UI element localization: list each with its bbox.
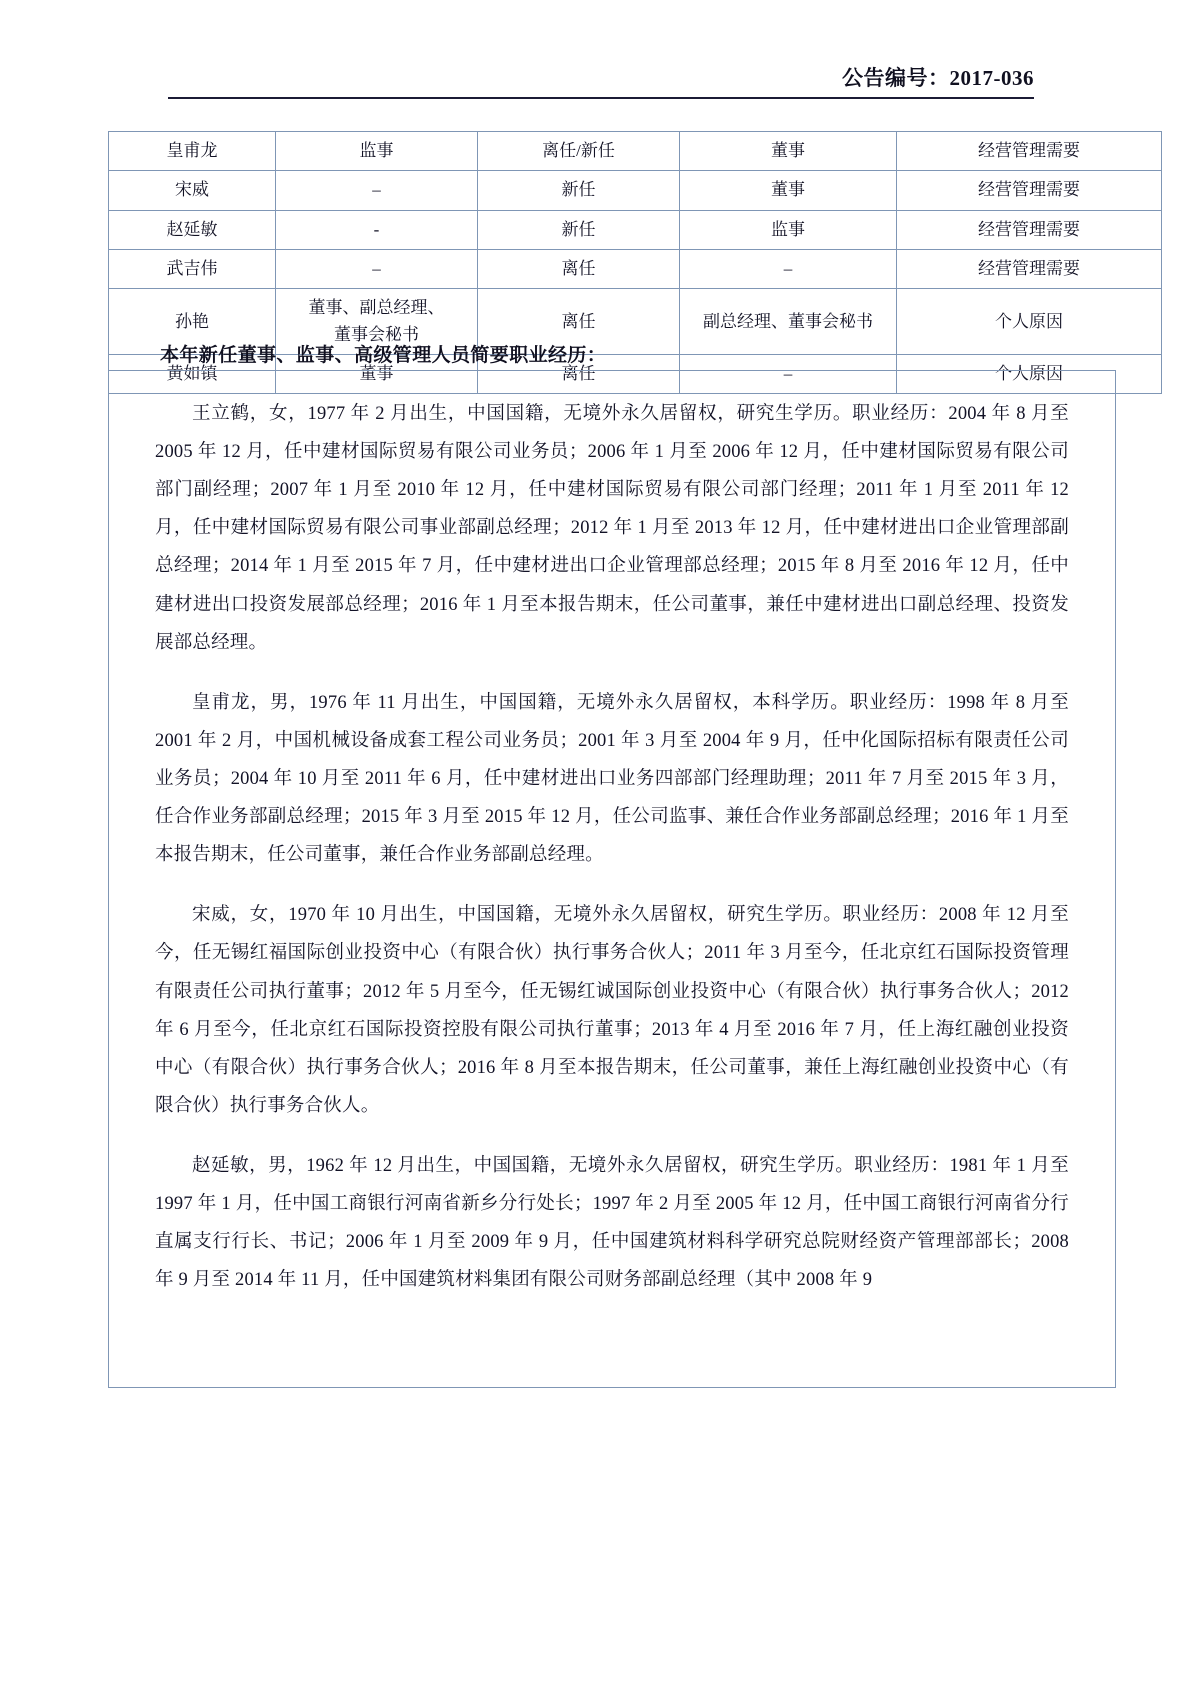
section-subheading: 本年新任董事、监事、高级管理人员简要职业经历：	[160, 345, 607, 366]
cell-reason: 经营管理需要	[897, 210, 1162, 249]
cell-change-type: 离任	[478, 289, 680, 355]
table-row	[109, 210, 1162, 249]
cell-name: 孙艳	[109, 289, 276, 355]
cell-reason: 经营管理需要	[897, 250, 1162, 289]
cell-change-type: 离任	[478, 355, 680, 394]
cell-new-position: 副总经理、董事会秘书	[680, 289, 897, 355]
biography-paragraph: 赵延敏，男，1962 年 12 月出生，中国国籍，无境外永久居留权，研究生学历。职业经历：1981 年 1 月至 1997 年 1 月，任中国工商银行河南省新乡分行处长；1997 年 2 月至 2005 年 12 月，任中国工商银行河南省分行直属支行行长、书记；2006 年 1 月至 2009 年 9 月，任中国建筑材料科学研究总院财经资产管理部部长；2008 年 9 月至 2014 年 11 月，任中国建筑材料集团有限公司财务部副总经理（其中 2008 年 9	[155, 1155, 1069, 1291]
table-row	[109, 250, 1162, 289]
biography-box	[108, 370, 1116, 1388]
cell-reason: 个人原因	[897, 289, 1162, 355]
cell-new-position: 董事	[680, 132, 897, 171]
header-divider	[168, 97, 1034, 99]
cell-new-position: 监事	[680, 210, 897, 249]
cell-prev-position-line1: 董事、副总经理、	[308, 298, 445, 318]
biography-paragraph: 皇甫龙，男，1976 年 11 月出生，中国国籍，无境外永久居留权，本科学历。职业经历：1998 年 8 月至 2001 年 2 月，中国机械设备成套工程公司业务员；2001 年 3 月至 2004 年 9 月，任中化国际招标有限责任公司业务员；2004 年 10 月至 2011 年 6 月，任中建材进出口业务四部部门经理助理；2011 年 7 月至 2015 年 3 月，任合作业务部副总经理；2015 年 3 月至 2015 年 12 月，任公司监事、兼任合作业务部副总经理；2016 年 1 月至本报告期末，任公司董事，兼任合作业务部副总经理。	[155, 692, 1069, 866]
cell-new-position: –	[680, 355, 897, 394]
cell-change-type: 新任	[478, 210, 680, 249]
biography-paragraph: 王立鹤，女，1977 年 2 月出生，中国国籍，无境外永久居留权，研究生学历。职业经历：2004 年 8 月至 2005 年 12 月，任中建材国际贸易有限公司业务员；2006 年 1 月至 2006 年 12 月，任中建材国际贸易有限公司部门副经理；2007 年 1 月至 2010 年 12 月，任中建材国际贸易有限公司部门经理；2011 年 1 月至 2011 年 12 月，任中建材国际贸易有限公司事业部副总经理；2012 年 1 月至 2013 年 12 月，任中建材进出口企业管理部副总经理；2014 年 1 月至 2015 年 7 月，任中建材进出口企业管理部总经理；2015 年 8 月至 2016 年 12 月，任中建材进出口投资发展部总经理；2016 年 1 月至本报告期末，任公司董事，兼任中建材进出口副总经理、投资发展部总经理。	[155, 404, 1069, 653]
cell-prev-position-line2: 董事会秘书	[334, 324, 419, 344]
cell-change-type: 新任	[478, 171, 680, 210]
cell-prev-position: –	[276, 250, 478, 289]
cell-prev-position: 董事	[276, 355, 478, 394]
cell-reason: 个人原因	[897, 355, 1162, 394]
cell-reason: 经营管理需要	[897, 132, 1162, 171]
cell-prev-position: -	[276, 210, 478, 249]
cell-new-position: –	[680, 250, 897, 289]
cell-name: 赵延敏	[109, 210, 276, 249]
cell-name: 宋威	[109, 171, 276, 210]
cell-reason: 经营管理需要	[897, 171, 1162, 210]
cell-change-type: 离任	[478, 250, 680, 289]
table-row	[109, 171, 1162, 210]
announcement-number: 公告编号：2017-036	[842, 66, 1034, 90]
biography-paragraph: 宋威，女，1970 年 10 月出生，中国国籍，无境外永久居留权，研究生学历。职业经历：2008 年 12 月至今，任无锡红福国际创业投资中心（有限合伙）执行事务合伙人；2011 年 3 月至今，任北京红石国际投资管理有限责任公司执行董事；2012 年 5 月至今，任无锡红诚国际创业投资中心（有限合伙）执行事务合伙人；2012 年 6 月至今，任北京红石国际投资控股有限公司执行董事；2013 年 4 月至 2016 年 7 月，任上海红融创业投资中心（有限合伙）执行事务合伙人；2016 年 8 月至本报告期末，任公司董事，兼任上海红融创业投资中心（有限合伙）执行事务合伙人。	[155, 905, 1069, 1116]
cell-prev-position: –	[276, 171, 478, 210]
cell-new-position: 董事	[680, 171, 897, 210]
cell-name: 黄如镇	[109, 355, 276, 394]
cell-name: 皇甫龙	[109, 132, 276, 171]
table-row	[109, 132, 1162, 171]
cell-name: 武吉伟	[109, 250, 276, 289]
cell-change-type: 离任/新任	[478, 132, 680, 171]
cell-prev-position: 监事	[276, 132, 478, 171]
